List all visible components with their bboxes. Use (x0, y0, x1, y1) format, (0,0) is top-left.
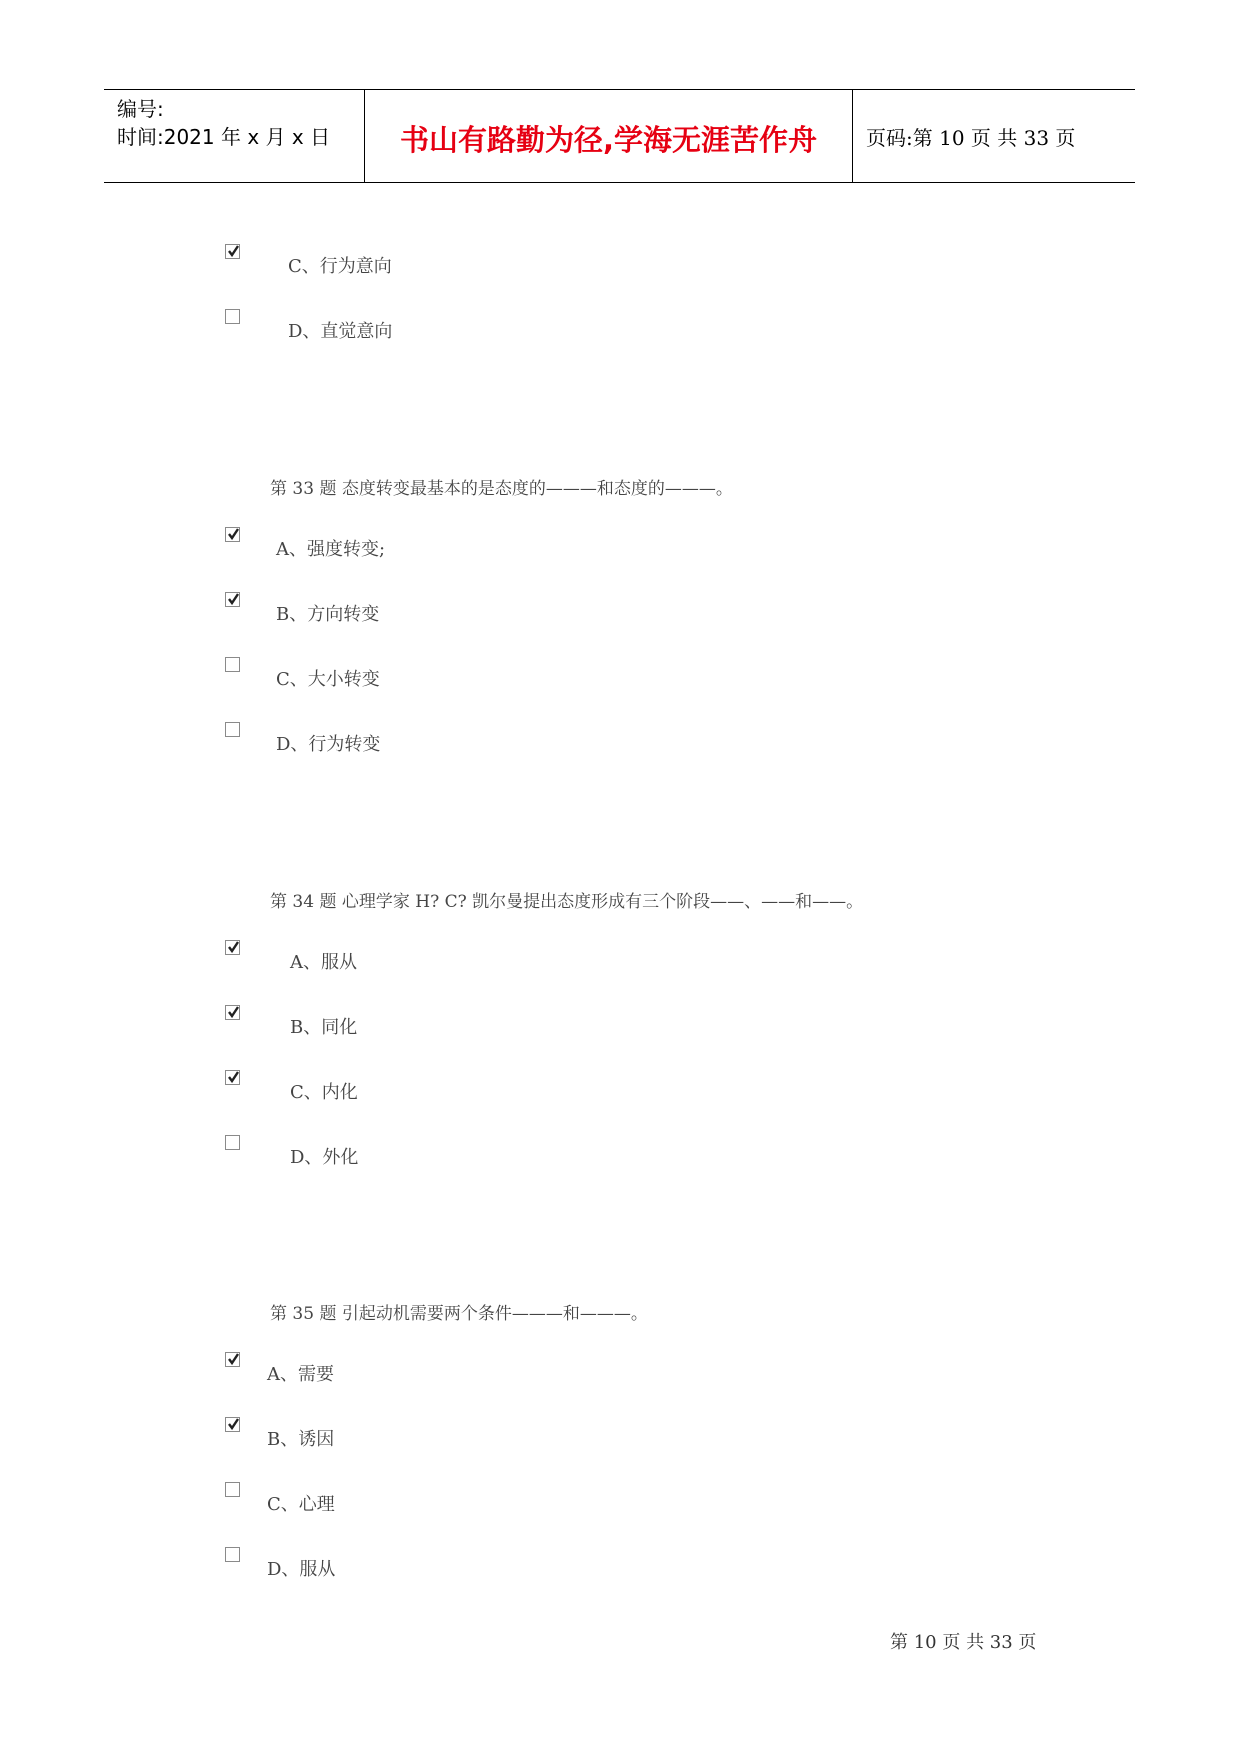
option-label: D、外化 (290, 1147, 359, 1168)
option-label: B、方向转变 (276, 604, 380, 625)
question-title: 第 34 题 心理学家 H? C? 凯尔曼提出态度形成有三个阶段——、——和——。 (270, 892, 864, 912)
question-title: 第 33 题 态度转变最基本的是态度的———和态度的———。 (270, 479, 733, 499)
option-label: D、行为转变 (276, 734, 381, 755)
checkmark-icon (227, 1006, 240, 1019)
checkmark-icon (227, 1071, 240, 1084)
option-checkbox[interactable] (225, 592, 240, 607)
option-label: D、直觉意向 (288, 321, 393, 342)
checkmark-icon (227, 1418, 240, 1431)
option-checkbox[interactable] (225, 1070, 240, 1085)
checkmark-icon (227, 245, 240, 258)
option-row (0, 1135, 1241, 1175)
option-checkbox[interactable] (225, 309, 240, 324)
option-checkbox[interactable] (225, 657, 240, 672)
option-row (0, 657, 1241, 697)
option-label: B、同化 (290, 1017, 358, 1038)
option-checkbox[interactable] (225, 527, 240, 542)
number-label: 编号: (117, 97, 164, 121)
header-meta-cell (104, 90, 365, 182)
option-label: A、强度转变; (276, 539, 386, 560)
option-label: C、行为意向 (288, 256, 392, 277)
page-header (104, 89, 1135, 183)
checkmark-icon (227, 593, 240, 606)
option-label: A、需要 (267, 1364, 334, 1385)
option-label: B、诱因 (267, 1429, 335, 1450)
option-checkbox[interactable] (225, 722, 240, 737)
option-row (0, 309, 1241, 349)
option-row (0, 527, 1241, 567)
option-row (0, 592, 1241, 632)
time-label: 时间:2021 年 x 月 x 日 (117, 125, 331, 149)
option-label: C、大小转变 (276, 669, 380, 690)
checkmark-icon (227, 528, 240, 541)
option-checkbox[interactable] (225, 940, 240, 955)
page-footer: 第 10 页 共 33 页 (890, 1632, 1037, 1653)
motto: 书山有路勤为径,学海无涯苦作舟 (399, 123, 818, 157)
option-checkbox[interactable] (225, 1547, 240, 1562)
option-label: C、内化 (290, 1082, 358, 1103)
option-checkbox[interactable] (225, 1417, 240, 1432)
header-page-number: 页码:第 10 页 共 33 页 (866, 126, 1076, 150)
option-row (0, 1005, 1241, 1045)
checkmark-icon (227, 1353, 240, 1366)
option-label: D、服从 (267, 1559, 336, 1580)
header-motto-cell (365, 90, 853, 182)
option-row (0, 244, 1241, 284)
option-label: A、服从 (290, 952, 357, 973)
option-checkbox[interactable] (225, 1005, 240, 1020)
checkmark-icon (227, 941, 240, 954)
option-row (0, 1482, 1241, 1522)
option-row (0, 1352, 1241, 1392)
option-row (0, 1417, 1241, 1457)
option-checkbox[interactable] (225, 1352, 240, 1367)
option-row (0, 940, 1241, 980)
option-label: C、心理 (267, 1494, 335, 1515)
option-checkbox[interactable] (225, 1482, 240, 1497)
question-title: 第 35 题 引起动机需要两个条件———和———。 (270, 1304, 648, 1324)
option-row (0, 722, 1241, 762)
option-checkbox[interactable] (225, 244, 240, 259)
option-row (0, 1070, 1241, 1110)
header-page-cell (854, 90, 1135, 182)
option-row (0, 1547, 1241, 1587)
option-checkbox[interactable] (225, 1135, 240, 1150)
